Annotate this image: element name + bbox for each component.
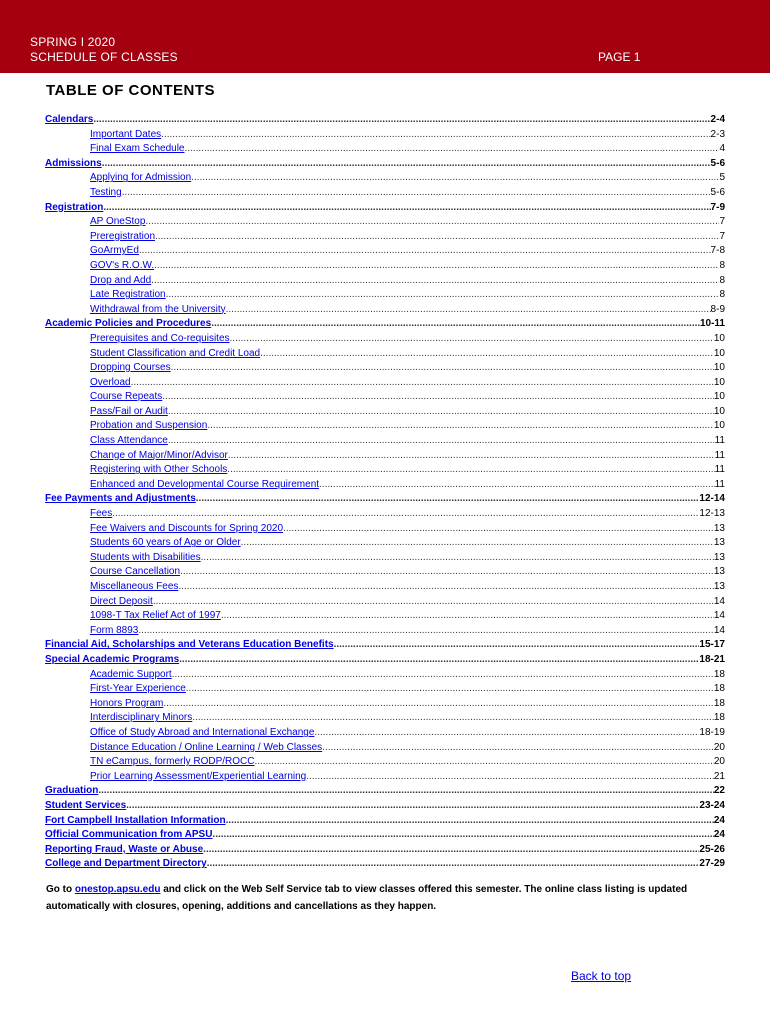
- dot-leader: [180, 565, 714, 580]
- toc-subsection-link[interactable]: Probation and Suspension: [90, 420, 208, 432]
- toc-subsection-link[interactable]: Course Cancellation: [90, 566, 181, 578]
- toc-page-number: 14: [713, 624, 725, 636]
- toc-page-number: 8: [719, 289, 725, 301]
- toc-subsection-row: [45, 697, 725, 712]
- toc-page-number: 13: [713, 566, 725, 578]
- toc-subsection-link[interactable]: First-Year Experience: [90, 683, 186, 695]
- toc-subsection-row: [45, 741, 725, 756]
- note-prefix: Go to: [46, 884, 75, 895]
- toc-subsection-row: [45, 405, 725, 420]
- toc-page-number: 10: [713, 391, 725, 403]
- toc-section-row: [45, 492, 725, 507]
- toc-subsection-row: [45, 274, 725, 289]
- note-suffix: and click on the Web Self Service tab to view classes offered this semester. The online class listing is updated automatically with closures, opening, additions and cancellations as they happen.: [46, 884, 688, 912]
- toc-page-number: 10: [713, 362, 725, 374]
- dot-leader: [168, 405, 714, 420]
- toc-page-number: 10: [713, 420, 725, 432]
- toc-subsection-link[interactable]: Overload: [90, 376, 131, 388]
- toc-page-number: 5: [719, 172, 725, 184]
- toc-section-link[interactable]: Fee Payments and Adjustments: [45, 493, 196, 505]
- toc-section-row: [45, 857, 725, 872]
- toc-section-row: [45, 784, 725, 799]
- toc-page-number: 2-4: [710, 114, 725, 125]
- dot-leader: [227, 463, 714, 478]
- toc-page-number: 21: [713, 770, 725, 782]
- toc-subsection-row: [45, 755, 725, 770]
- toc-subsection-link[interactable]: Important Dates: [90, 128, 162, 140]
- dot-leader: [306, 770, 714, 785]
- dot-leader: [260, 347, 714, 362]
- toc-subsection-row: [45, 259, 725, 274]
- toc-subsection-row: [45, 347, 725, 362]
- toc-subsection-link[interactable]: AP OneStop: [90, 216, 146, 228]
- dot-leader: [138, 624, 714, 639]
- toc-subsection-row: [45, 565, 725, 580]
- toc-section-link[interactable]: Student Services: [45, 799, 127, 811]
- dot-leader: [122, 186, 711, 201]
- toc-subsection-row: [45, 726, 725, 741]
- toc-section-row: [45, 653, 725, 668]
- toc-section-row: [45, 843, 725, 858]
- toc-page-number: 5-6: [710, 157, 725, 169]
- dot-leader: [207, 857, 700, 872]
- toc-subsection-row: [45, 142, 725, 157]
- toc-subsection-row: [45, 171, 725, 186]
- toc-page-number: 18: [713, 697, 725, 709]
- toc-page-number: 14: [713, 610, 725, 622]
- toc-page-number: 11: [714, 478, 725, 490]
- back-to-top-link[interactable]: Back to top: [571, 969, 632, 983]
- dot-leader: [334, 638, 700, 653]
- dot-leader: [192, 711, 714, 726]
- toc-page-number: 18: [713, 668, 725, 680]
- toc-section-link[interactable]: Graduation: [45, 785, 99, 797]
- toc-subsection-link[interactable]: Registering with Other Schools: [90, 464, 228, 476]
- dot-leader: [191, 171, 719, 186]
- toc-subsection-row: [45, 434, 725, 449]
- dot-leader: [131, 376, 714, 391]
- dot-leader: [102, 157, 711, 172]
- toc-page-number: 10: [713, 332, 725, 344]
- toc-subsection-row: [45, 711, 725, 726]
- toc-page-number: 13: [713, 551, 725, 563]
- toc-subsection-link[interactable]: Late Registration: [90, 289, 166, 301]
- dot-leader: [172, 668, 714, 683]
- dot-leader: [162, 390, 714, 405]
- toc-page-number: 13: [713, 522, 725, 534]
- toc-section-row: [45, 814, 725, 829]
- toc-subsection-row: [45, 390, 725, 405]
- dot-leader: [283, 522, 714, 537]
- header-banner: [0, 0, 770, 73]
- toc-subsection-link[interactable]: Student Classification and Credit Load: [90, 347, 261, 359]
- toc-page-number: 11: [714, 435, 725, 447]
- toc-subsection-row: [45, 128, 725, 143]
- dot-leader: [211, 317, 700, 332]
- toc-page-number: 27-29: [699, 858, 725, 870]
- dot-leader: [179, 653, 699, 668]
- toc-subsection-link[interactable]: GoArmyEd: [90, 245, 139, 257]
- toc-subsection-row: [45, 682, 725, 697]
- dot-leader: [322, 741, 714, 756]
- toc-section-link[interactable]: Academic Policies and Procedures: [45, 318, 212, 330]
- dot-leader: [93, 113, 710, 128]
- toc-subsection-link[interactable]: Students with Disabilities: [90, 551, 201, 563]
- toc-subsection-link[interactable]: Fee Waivers and Discounts for Spring 2020: [90, 522, 284, 534]
- dot-leader: [186, 682, 714, 697]
- toc-subsection-link[interactable]: Pass/Fail or Audit: [90, 405, 168, 417]
- toc-subsection-link[interactable]: Final Exam Schedule: [90, 143, 185, 155]
- dot-leader: [166, 288, 720, 303]
- toc-page-number: 10: [713, 347, 725, 359]
- dot-leader: [254, 755, 713, 770]
- toc-section-row: [45, 828, 725, 843]
- toc-section-link[interactable]: Fort Campbell Installation Information: [45, 814, 226, 826]
- toc-page-number: 8: [719, 274, 725, 286]
- dot-leader: [103, 201, 710, 216]
- dot-leader: [241, 536, 714, 551]
- dot-leader: [168, 434, 715, 449]
- onestop-note: [46, 881, 726, 915]
- toc-subsection-row: [45, 463, 725, 478]
- toc-page-number: 8: [719, 259, 725, 271]
- toc-page-number: 11: [714, 449, 725, 461]
- toc-subsection-link[interactable]: Course Repeats: [90, 391, 163, 403]
- toc-page-number: 15-17: [699, 639, 725, 651]
- toc-subsection-row: [45, 536, 725, 551]
- toc-page-number: 7-9: [710, 201, 725, 213]
- toc-subsection-link[interactable]: Academic Support: [90, 668, 172, 680]
- toc-subsection-row: [45, 478, 725, 493]
- toc-subsection-row: [45, 580, 725, 595]
- toc-page-number: 7-8: [710, 245, 725, 257]
- toc-subsection-link[interactable]: GOV's R.O.W.: [90, 259, 155, 271]
- toc-section-link[interactable]: Official Communication from APSU: [45, 829, 213, 841]
- dot-leader: [163, 697, 714, 712]
- dot-leader: [139, 244, 711, 259]
- toc-page-number: 10: [713, 376, 725, 388]
- dot-leader: [98, 784, 714, 799]
- dot-leader: [145, 215, 719, 230]
- toc-section-row: [45, 638, 725, 653]
- term-label: SPRING I 2020: [30, 35, 116, 49]
- toc-subsection-link[interactable]: Office of Study Abroad and International Exchange: [90, 726, 315, 738]
- onestop-link[interactable]: onestop.apsu.edu: [74, 884, 161, 895]
- toc-subsection-link[interactable]: Honors Program: [90, 697, 164, 709]
- toc-subsection-row: [45, 449, 725, 464]
- toc-subsection-link[interactable]: Miscellaneous Fees: [90, 581, 179, 592]
- toc-heading: TABLE OF CONTENTS: [46, 82, 216, 99]
- toc-subsection-row: [45, 609, 725, 624]
- dot-leader: [221, 609, 714, 624]
- toc-page-number: 7: [719, 230, 725, 242]
- toc-page-number: 24: [713, 814, 725, 826]
- dot-leader: [196, 492, 700, 507]
- dot-leader: [226, 814, 714, 829]
- toc-subsection-row: [45, 376, 725, 391]
- toc-page-number: 11: [714, 464, 725, 476]
- toc-page-number: 20: [713, 741, 725, 753]
- toc-subsection-row: [45, 303, 725, 318]
- toc-subsection-row: [45, 230, 725, 245]
- toc-page-number: 20: [713, 756, 725, 768]
- table-of-contents: [45, 113, 725, 872]
- toc-page-number: 7: [719, 216, 725, 228]
- toc-subsection-link[interactable]: Prerequisites and Co-requisites: [90, 332, 230, 344]
- toc-subsection-link[interactable]: Interdisciplinary Minors: [90, 712, 193, 724]
- page-number: PAGE 1: [598, 50, 641, 64]
- toc-subsection-row: [45, 668, 725, 683]
- dot-leader: [126, 799, 699, 814]
- toc-subsection-row: [45, 522, 725, 537]
- toc-page-number: 5-6: [710, 186, 725, 198]
- toc-section-link[interactable]: Calendars: [45, 114, 94, 125]
- toc-subsection-link[interactable]: Drop and Add: [90, 274, 152, 286]
- toc-subsection-link[interactable]: Prior Learning Assessment/Experiential Learning: [90, 770, 307, 782]
- toc-section-row: [45, 113, 725, 128]
- toc-page-number: 25-26: [699, 843, 725, 855]
- dot-leader: [171, 361, 714, 376]
- toc-page-number: 18-21: [699, 653, 725, 665]
- dot-leader: [207, 419, 714, 434]
- dot-leader: [201, 551, 714, 566]
- toc-page-number: 18: [713, 683, 725, 695]
- toc-page-number: 24: [713, 829, 725, 841]
- toc-subsection-link[interactable]: Enhanced and Developmental Course Requirement: [90, 478, 320, 490]
- toc-page-number: 12-14: [699, 493, 725, 505]
- toc-subsection-link[interactable]: Direct Deposit: [90, 595, 153, 607]
- toc-page-number: 8-9: [710, 303, 725, 315]
- toc-section-row: [45, 317, 725, 332]
- toc-subsection-row: [45, 419, 725, 434]
- toc-section-link[interactable]: Special Academic Programs: [45, 653, 180, 665]
- toc-subsection-row: [45, 361, 725, 376]
- toc-subsection-row: [45, 624, 725, 639]
- toc-page-number: 14: [713, 595, 725, 607]
- toc-page-number: 4: [719, 143, 725, 155]
- toc-section-link[interactable]: Financial Aid, Scholarships and Veterans Education Benefits: [45, 639, 334, 651]
- toc-page-number: 23-24: [699, 799, 725, 811]
- toc-subsection-link[interactable]: 1098-T Tax Relief Act of 1997: [90, 610, 221, 622]
- toc-page-number: 12-13: [699, 508, 725, 520]
- dot-leader: [161, 128, 710, 143]
- toc-section-row: [45, 201, 725, 216]
- toc-page-number: 10-11: [699, 318, 725, 330]
- dot-leader: [212, 828, 713, 843]
- toc-section-row: [45, 799, 725, 814]
- toc-subsection-link[interactable]: Class Attendance: [90, 435, 168, 447]
- toc-subsection-row: [45, 770, 725, 785]
- toc-subsection-row: [45, 507, 725, 522]
- toc-subsection-link[interactable]: Dropping Courses: [90, 362, 171, 374]
- toc-subsection-link[interactable]: Students 60 years of Age or Older: [90, 537, 241, 549]
- toc-subsection-link[interactable]: TN eCampus, formerly RODP/ROCC: [90, 756, 255, 768]
- toc-subsection-link[interactable]: Withdrawal from the University: [90, 303, 226, 315]
- dot-leader: [178, 580, 714, 595]
- toc-page-number: 13: [713, 537, 725, 549]
- toc-page-number: 13: [713, 581, 725, 592]
- toc-subsection-link[interactable]: Form 8893: [90, 624, 139, 636]
- toc-subsection-link[interactable]: Testing: [90, 186, 122, 198]
- toc-subsection-row: [45, 332, 725, 347]
- dot-leader: [151, 274, 719, 289]
- toc-subsection-link[interactable]: Applying for Admission: [90, 172, 192, 184]
- toc-subsection-link[interactable]: Preregistration: [90, 230, 156, 242]
- dot-leader: [314, 726, 699, 741]
- dot-leader: [203, 843, 699, 858]
- toc-subsection-row: [45, 215, 725, 230]
- toc-page-number: 10: [713, 405, 725, 417]
- dot-leader: [319, 478, 715, 493]
- dot-leader: [154, 259, 719, 274]
- dot-leader: [230, 332, 714, 347]
- toc-subsection-row: [45, 595, 725, 610]
- toc-subsection-row: [45, 551, 725, 566]
- toc-section-link[interactable]: Reporting Fraud, Waste or Abuse: [45, 843, 204, 855]
- dot-leader: [228, 449, 715, 464]
- toc-subsection-link[interactable]: Distance Education / Online Learning / Web Classes: [90, 741, 323, 753]
- toc-section-link[interactable]: College and Department Directory: [45, 858, 207, 870]
- toc-subsection-link[interactable]: Change of Major/Minor/Advisor: [90, 449, 228, 461]
- dot-leader: [185, 142, 720, 157]
- toc-section-link[interactable]: Admissions: [45, 157, 102, 169]
- dot-leader: [112, 507, 699, 522]
- toc-page-number: 2-3: [710, 128, 725, 140]
- toc-page-number: 18-19: [699, 726, 725, 738]
- toc-section-link[interactable]: Registration: [45, 201, 104, 213]
- toc-section-row: [45, 157, 725, 172]
- toc-subsection-row: [45, 186, 725, 201]
- toc-page-number: 18: [713, 712, 725, 724]
- document-title: SCHEDULE OF CLASSES: [30, 50, 178, 64]
- dot-leader: [155, 230, 719, 245]
- dot-leader: [226, 303, 711, 318]
- dot-leader: [153, 595, 714, 610]
- toc-subsection-row: [45, 244, 725, 259]
- toc-subsection-link[interactable]: Fees: [90, 508, 113, 520]
- toc-subsection-row: [45, 288, 725, 303]
- toc-page-number: 22: [713, 785, 725, 797]
